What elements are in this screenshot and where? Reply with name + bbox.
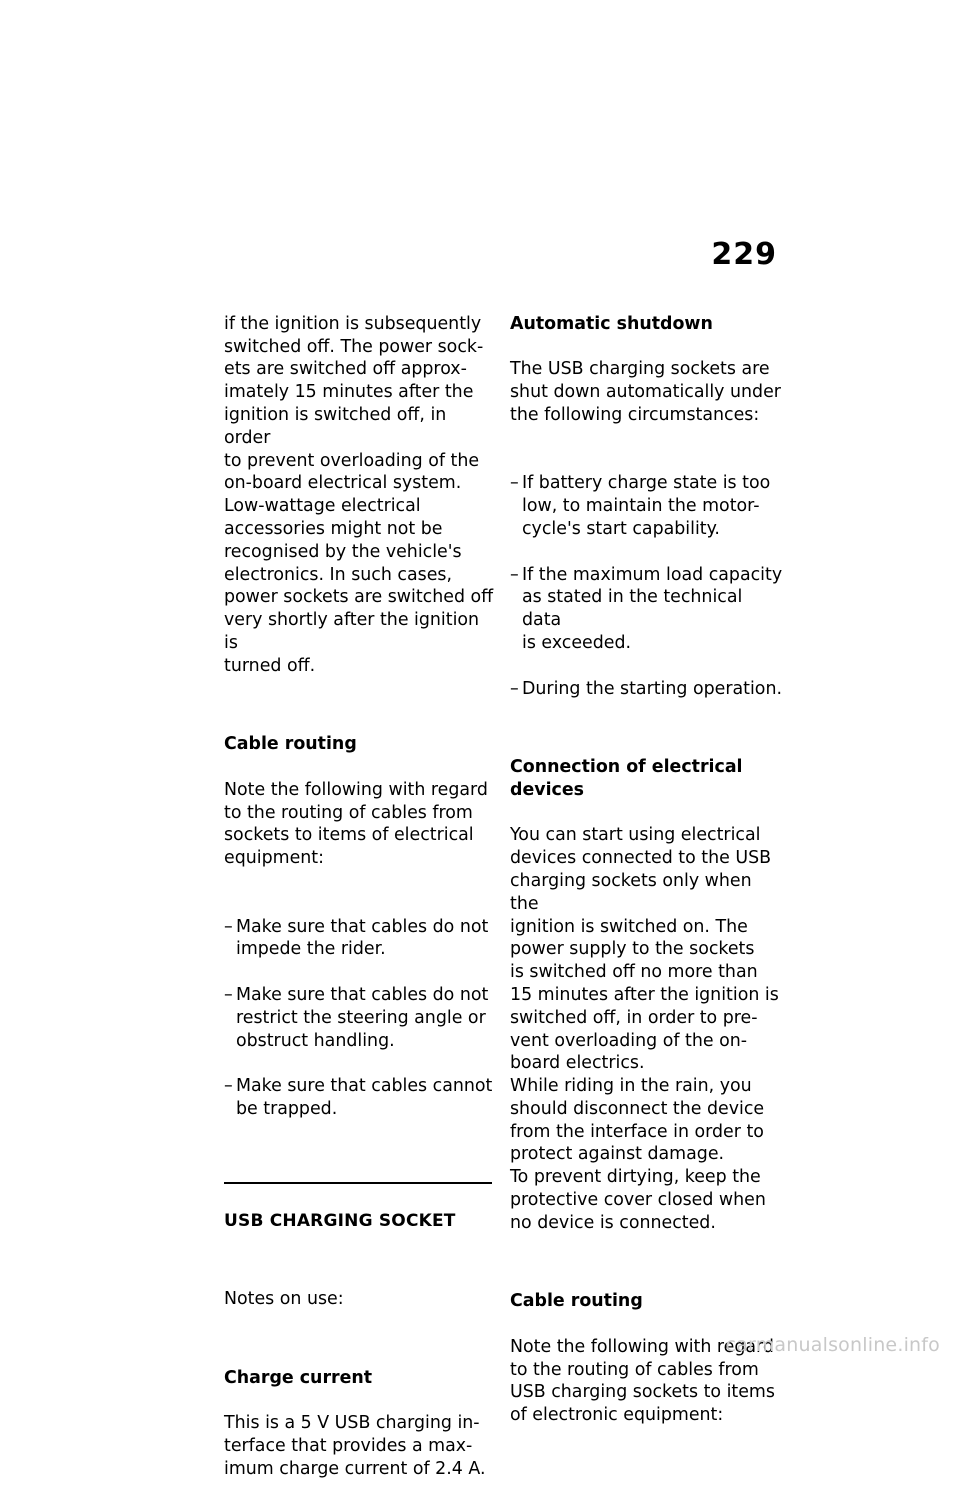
charge-current-text: This is a 5 V USB charging in- terface that provides a max- imum charge current of 2.4 A.: [224, 1413, 486, 1480]
list-item: [224, 1075, 496, 1121]
list-item: [510, 564, 785, 655]
bullet-dash: –: [224, 984, 233, 1005]
charge-current-heading: Charge current: [224, 1367, 373, 1388]
right-column: [510, 290, 785, 1450]
list-item-text: During the starting operation.: [522, 678, 783, 699]
list-item: [510, 678, 785, 701]
bullet-dash: –: [510, 564, 519, 585]
list-item-text: If the maximum load capacity as stated in the technical data is exceeded.: [522, 564, 783, 653]
cable-routing-heading: Cable routing: [510, 1291, 643, 1312]
list-item-text: Make sure that cables cannot be trapped.: [236, 1076, 493, 1119]
bullet-dash: –: [224, 916, 233, 937]
list-item: [510, 472, 785, 540]
connection-text: You can start using electrical devices connected to the USB charging sockets only when the ignition is switched on. The power supply to the sockets is switched off no more than 15 minutes after the ignition is switched off, in order to pre- vent overloading of the on- board electrics. While riding in the rain, you should disconnect the device from the interface in order to protect against damage. To prevent dirtying, keep the protective cover closed when no device is connected.: [510, 825, 779, 1233]
cable-routing-text: Note the following with regard to the routing of cables from USB charging sockets to items of electronic equipment:: [510, 1336, 775, 1426]
list-item: [224, 916, 496, 962]
bullet-dash: –: [510, 473, 519, 494]
cable-routing-heading: Cable routing: [224, 734, 357, 755]
list-item-text: Make sure that cables do not restrict the steering angle or obstruct handling.: [236, 984, 489, 1051]
automatic-shutdown-text: The USB charging sockets are shut down automatically under the following circumstances:: [510, 359, 781, 425]
bullet-dash: –: [510, 678, 519, 699]
bullet-dash: –: [224, 1076, 233, 1097]
automatic-shutdown-heading: Automatic shutdown: [510, 313, 713, 334]
section-title: USB CHARGING SOCKET: [224, 1211, 456, 1232]
intro-paragraph: if the ignition is subsequently switched off. The power sock- ets are switched off approx- imately 15 minutes after the ignition is switched off, in order to prevent overloading of the on-board electrical system. Low-wattage electrical accessories might not be recognised by the vehicle's electronics. In such cases, power sockets are switched off very shortly after the ignition is turned off.: [224, 313, 494, 676]
left-column: [224, 290, 496, 1504]
cable-routing-text: Note the following with regard to the routing of cables from sockets to items of electrical equipment:: [224, 779, 488, 869]
section-divider: [224, 1182, 492, 1184]
list-item-text: If battery charge state is too low, to maintain the motor- cycle's start capability.: [522, 473, 771, 539]
list-item-text: Make sure that cables do not impede the rider.: [236, 916, 489, 960]
list-item: [224, 984, 496, 1052]
page-number: 229: [711, 237, 777, 272]
notes-on-use: Notes on use:: [224, 1289, 344, 1310]
connection-heading: Connection of electrical devices: [510, 756, 743, 800]
watermark: carmanualsonline.info: [725, 1334, 940, 1356]
